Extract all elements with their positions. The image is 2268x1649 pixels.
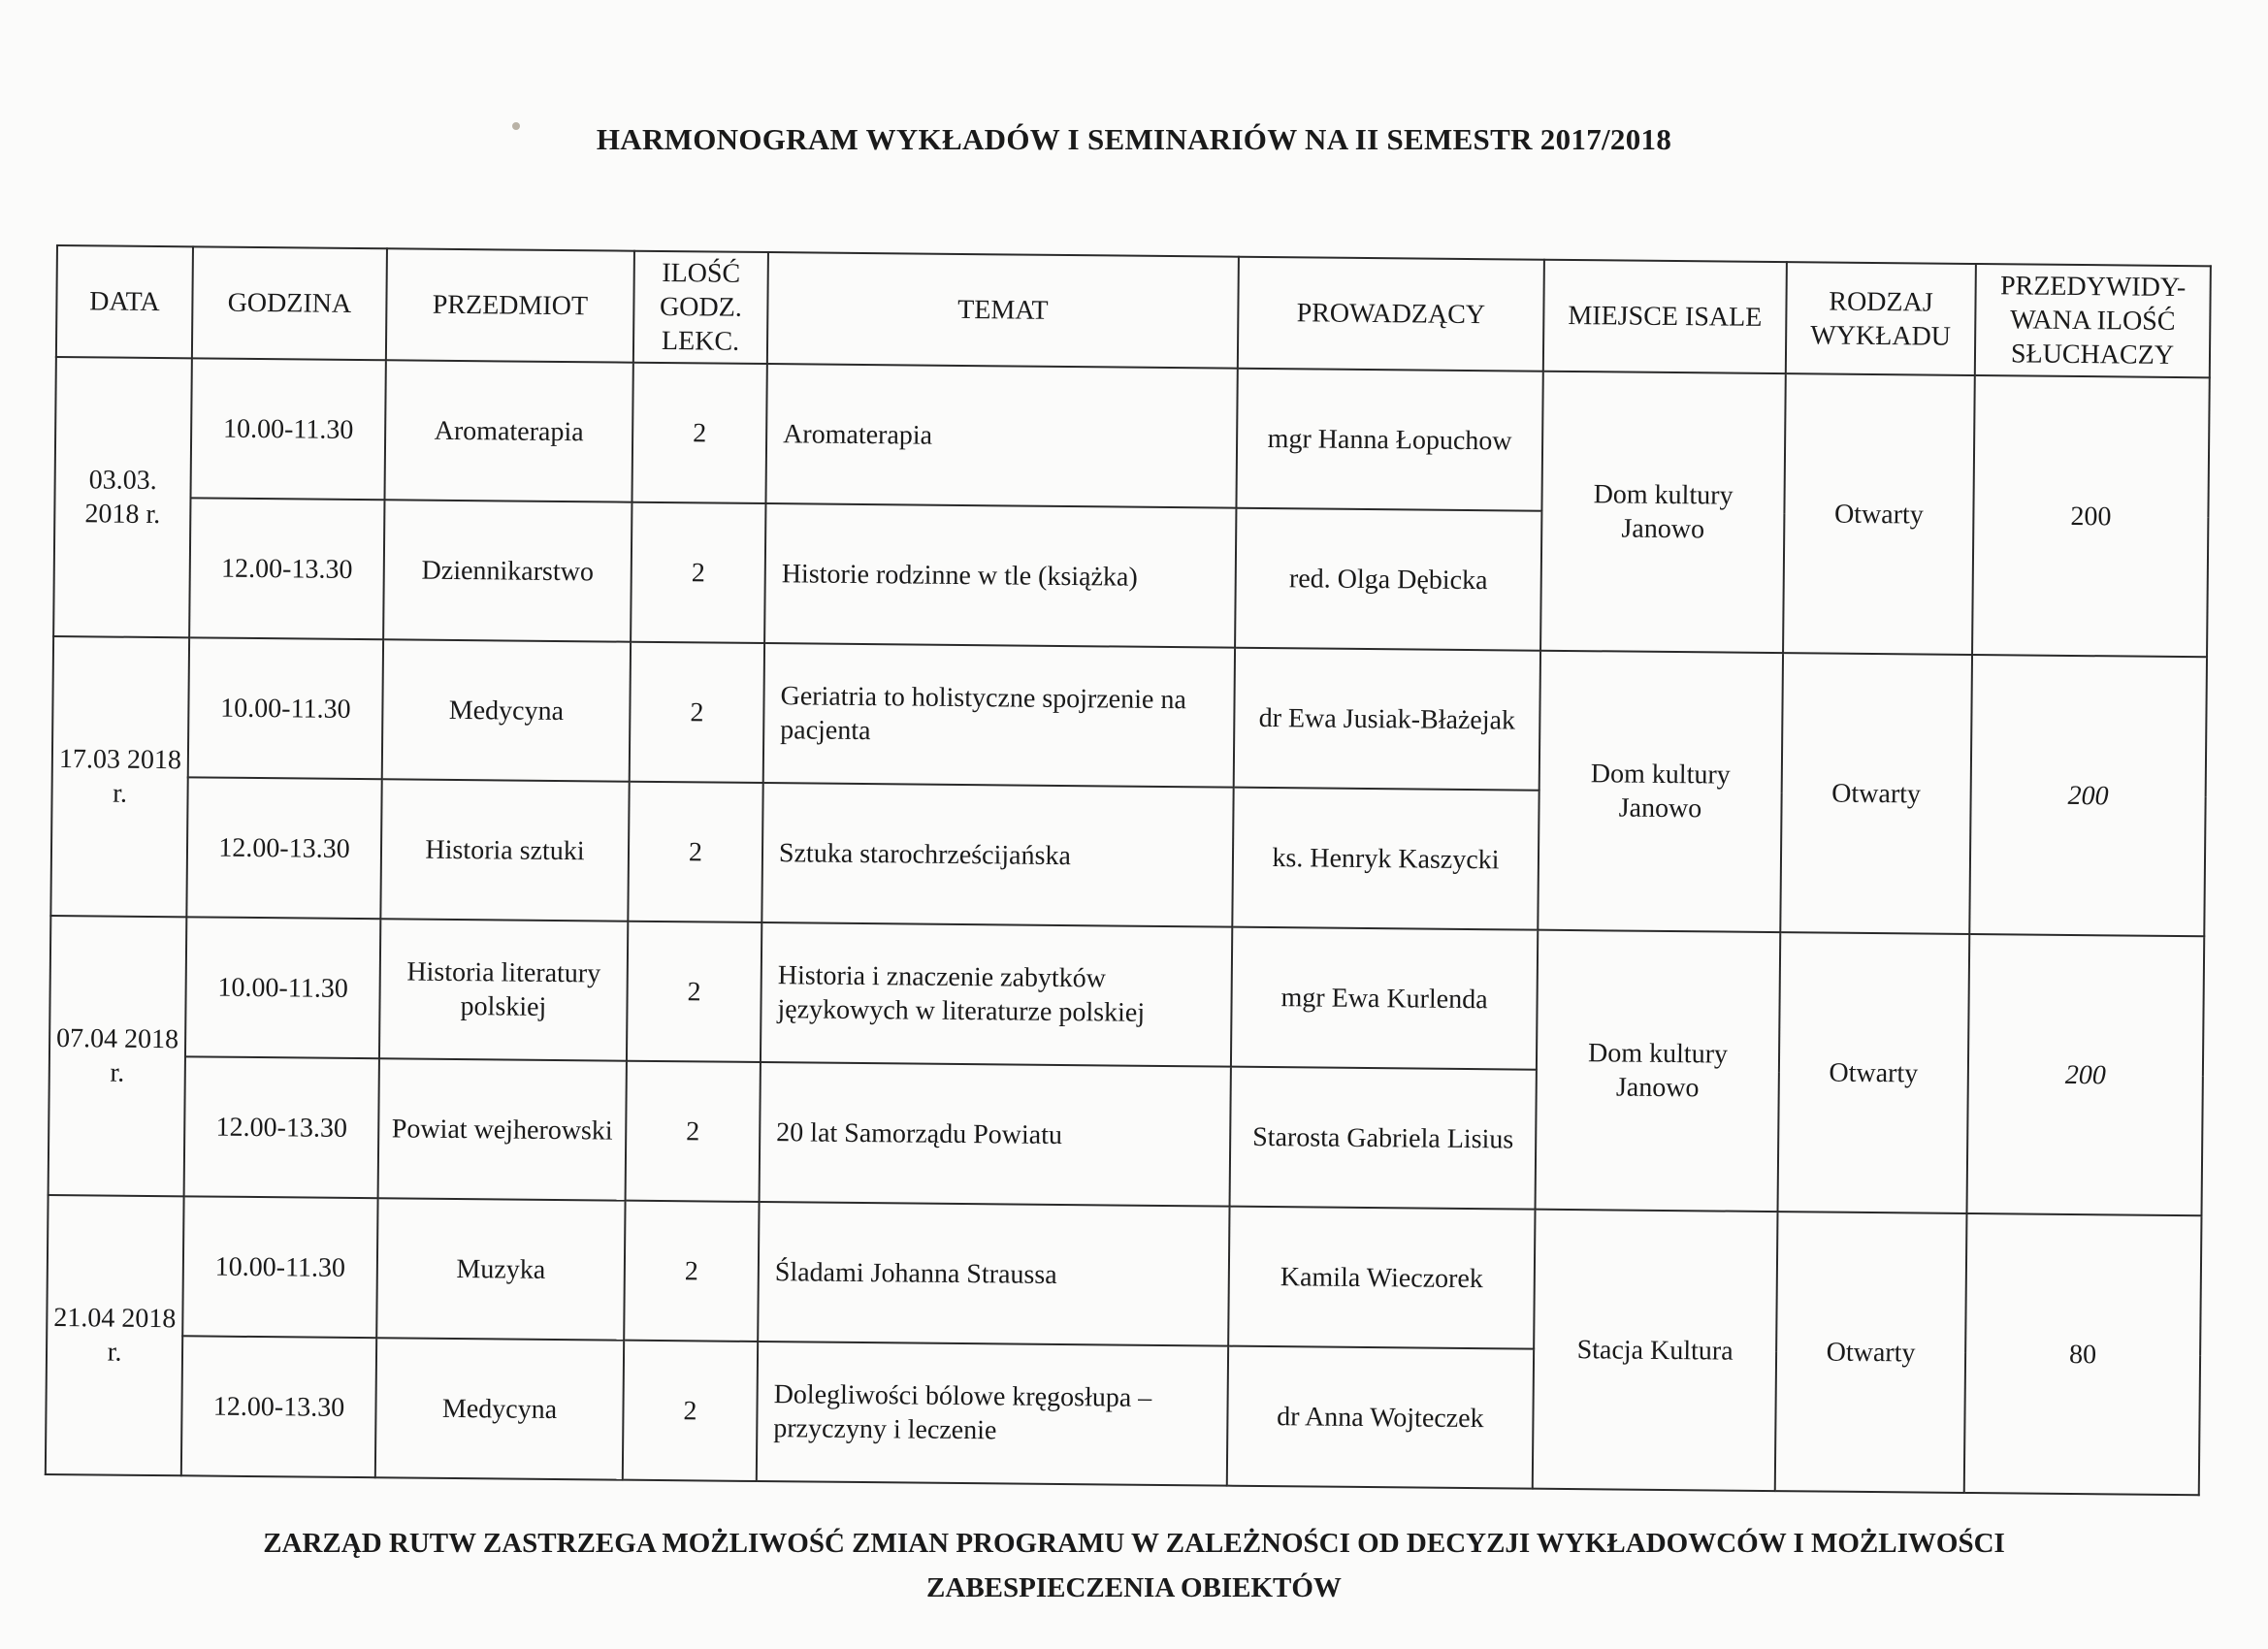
lecture-lecturer: Starosta Gabriela Lisius [1230,1067,1537,1210]
lecture-hours: 2 [623,1341,758,1481]
lecture-hours: 2 [627,922,761,1062]
lecture-hours: 2 [632,363,766,503]
lecture-subject: Medycyna [375,1338,624,1479]
lecture-topic: Geriatria to holistyczne spojrzenie na pacjenta [763,643,1235,788]
lecture-hours: 2 [626,1061,761,1202]
lecture-time: 10.00-11.30 [188,637,383,779]
lecture-hours: 2 [630,642,764,783]
table-row [49,916,2204,1076]
session-place: Dom kultury Janowo [1536,930,1781,1212]
lecture-topic: Historia i znaczenie zabytków językowych w literaturze polskiej [761,922,1232,1067]
lecture-subject: Muzyka [376,1198,625,1340]
session-place: Dom kultury Janowo [1538,651,1783,932]
lecture-hours: 2 [628,782,762,922]
session-expected: 200 [1967,934,2205,1215]
header-subject: PRZEDMIOT [386,248,634,362]
header-hours: ILOŚĆ GODZ. LEKC. [633,251,768,364]
lecture-time: 12.00-13.30 [181,1336,376,1477]
lecture-time: 10.00-11.30 [182,1196,377,1338]
lecture-subject: Dziennikarstwo [383,500,632,641]
session-date: 03.03. 2018 r. [53,357,192,637]
lecture-time: 12.00-13.30 [189,498,384,639]
document-title: HARMONOGRAM WYKŁADÓW I SEMINARIÓW NA II SEMESTR 2017/2018 [596,122,1672,156]
footer-line-2: ZABESPIECZENIA OBIEKTÓW [926,1572,1342,1604]
session-date: 07.04 2018 r. [49,916,187,1196]
lecture-time: 12.00-13.30 [184,1056,379,1198]
lecture-time: 10.00-11.30 [190,358,385,500]
lecture-lecturer: dr Ewa Jusiak-Błażejak [1234,648,1540,791]
session-expected: 200 [1969,655,2207,936]
lecture-lecturer: red. Olga Dębicka [1235,508,1541,651]
header-time: GODZINA [192,246,387,360]
lecture-lecturer: Kamila Wieczorek [1228,1207,1535,1349]
lecture-time: 10.00-11.30 [185,917,380,1058]
header-topic: TEMAT [767,252,1239,369]
lecture-topic: Historie rodzinne w tle (książka) [764,503,1236,648]
lecture-subject: Historia literatury polskiej [379,919,628,1060]
lecture-subject: Aromaterapia [384,360,632,501]
lecture-time: 12.00-13.30 [186,777,381,919]
session-type: Otwarty [1778,932,1970,1213]
session-type: Otwarty [1775,1212,1967,1493]
session-type: Otwarty [1780,653,1972,934]
header-date: DATA [56,245,193,358]
lecture-topic: Sztuka starochrześcijańska [761,783,1233,927]
lecture-topic: Śladami Johanna Straussa [758,1202,1229,1346]
session-expected: 200 [1972,375,2210,657]
lecture-subject: Medycyna [382,639,631,781]
session-date: 17.03 2018 r. [50,636,189,917]
lecture-subject: Historia sztuki [380,779,629,921]
schedule-table [45,244,2212,1496]
table-row [47,1195,2201,1355]
header-row [56,245,2211,377]
lecture-topic: Aromaterapia [765,364,1237,508]
lecture-topic: 20 lat Samorządu Powiatu [760,1062,1231,1207]
header-expected: PRZEDYWIDY-WANA ILOŚĆ SŁUCHACZY [1975,264,2211,377]
lecture-hours: 2 [624,1201,759,1342]
session-type: Otwarty [1783,373,1975,655]
lecture-lecturer: mgr Hanna Łopuchow [1236,369,1542,511]
session-expected: 80 [1964,1213,2202,1495]
session-place: Dom kultury Janowo [1540,372,1786,653]
lecture-subject: Powiat wejherowski [378,1058,627,1200]
header-type: RODZAJ WYKŁADU [1786,262,1976,375]
lecture-lecturer: ks. Henryk Kaszycki [1232,788,1539,930]
footer-line-1: ZARZĄD RUTW ZASTRZEGA MOŻLIWOŚĆ ZMIAN PROGRAMU W ZALEŻNOŚCI OD DECYZJI WYKŁADOWCÓW I MOŻLIWOŚCI [263,1528,2005,1559]
lecture-topic: Dolegliwości bólowe kręgosłupa – przyczyny i leczenie [757,1342,1228,1486]
table-row [55,357,2210,517]
session-date: 21.04 2018 r. [46,1195,184,1475]
footer-note [0,1521,2268,1611]
lecture-lecturer: mgr Ewa Kurlenda [1231,927,1538,1070]
table-row [52,636,2207,796]
header-lecturer: PROWADZĄCY [1238,257,1544,372]
session-place: Stacja Kultura [1533,1210,1778,1491]
lecture-hours: 2 [631,502,765,643]
header-place: MIEJSCE ISALE [1543,260,1787,373]
lecture-lecturer: dr Anna Wojteczek [1227,1346,1534,1489]
